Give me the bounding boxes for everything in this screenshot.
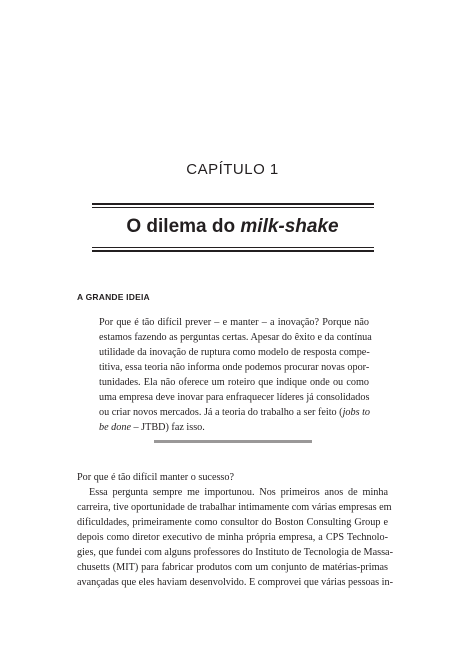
title-bottom-rule-thin xyxy=(92,247,374,248)
body-line-3: dificuldades, primeiramente como consultor do Boston Consulting Group e xyxy=(77,517,388,528)
big-idea-line-5: tunidades. Ela não oferece um roteiro que indique onde ou como xyxy=(99,377,369,388)
section-divider xyxy=(154,440,312,443)
big-idea-italic-jobs: jobs to xyxy=(342,407,371,418)
big-idea-line-7 xyxy=(99,405,369,420)
chapter-title-prefix: O dilema do xyxy=(126,216,241,237)
body-question: Por que é tão difícil manter o sucesso? xyxy=(77,472,235,483)
title-top-rule-thin xyxy=(92,207,374,208)
big-idea-line-4: titiva, essa teoria não informa onde podemos procurar novas opor- xyxy=(99,362,370,373)
chapter-label: CAPÍTULO 1 xyxy=(186,161,279,178)
chapter-title xyxy=(0,216,465,238)
body-line-5: gies, que fundei com alguns professores do Instituto de Tecnologia de Massa- xyxy=(77,547,393,558)
big-idea-line-8 xyxy=(99,420,369,435)
body-line-6: chusetts (MIT) para fabricar produtos com um conjunto de matérias-primas xyxy=(77,562,388,573)
body-line-2: carreira, tive oportunidade de trabalhar intimamente com várias empresas em xyxy=(77,502,392,513)
body-line-7: avançadas que eles haviam desenvolvido. E comprovei que várias pessoas in- xyxy=(77,577,393,588)
big-idea-line-7-text: ou criar novos mercados. Já a teoria do trabalho a ser feito ( xyxy=(99,407,343,418)
body-line-4: depois como diretor executivo de minha própria empresa, a CPS Technolo- xyxy=(77,532,388,543)
title-bottom-rule xyxy=(92,250,374,252)
big-idea-line-2: estamos fazendo as perguntas certas. Apesar do êxito e da contínua xyxy=(99,332,372,343)
big-idea-line-8-text: – JTBD) faz isso. xyxy=(130,422,205,433)
chapter-title-emphasis: milk-shake xyxy=(240,216,339,237)
big-idea-line-1: Por que é tão difícil prever – e manter – a inovação? Porque não xyxy=(99,317,369,328)
body-line-1: Essa pergunta sempre me importunou. Nos primeiros anos de minha xyxy=(89,487,388,498)
big-idea-heading: A GRANDE IDEIA xyxy=(77,292,150,302)
title-top-rule xyxy=(92,203,374,205)
big-idea-line-6: uma empresa deve inovar para enfraquecer líderes já consolidados xyxy=(99,392,370,403)
big-idea-italic-done: be done xyxy=(99,422,131,433)
big-idea-line-3: utilidade da inovação de ruptura como modelo de resposta compe- xyxy=(99,347,370,358)
